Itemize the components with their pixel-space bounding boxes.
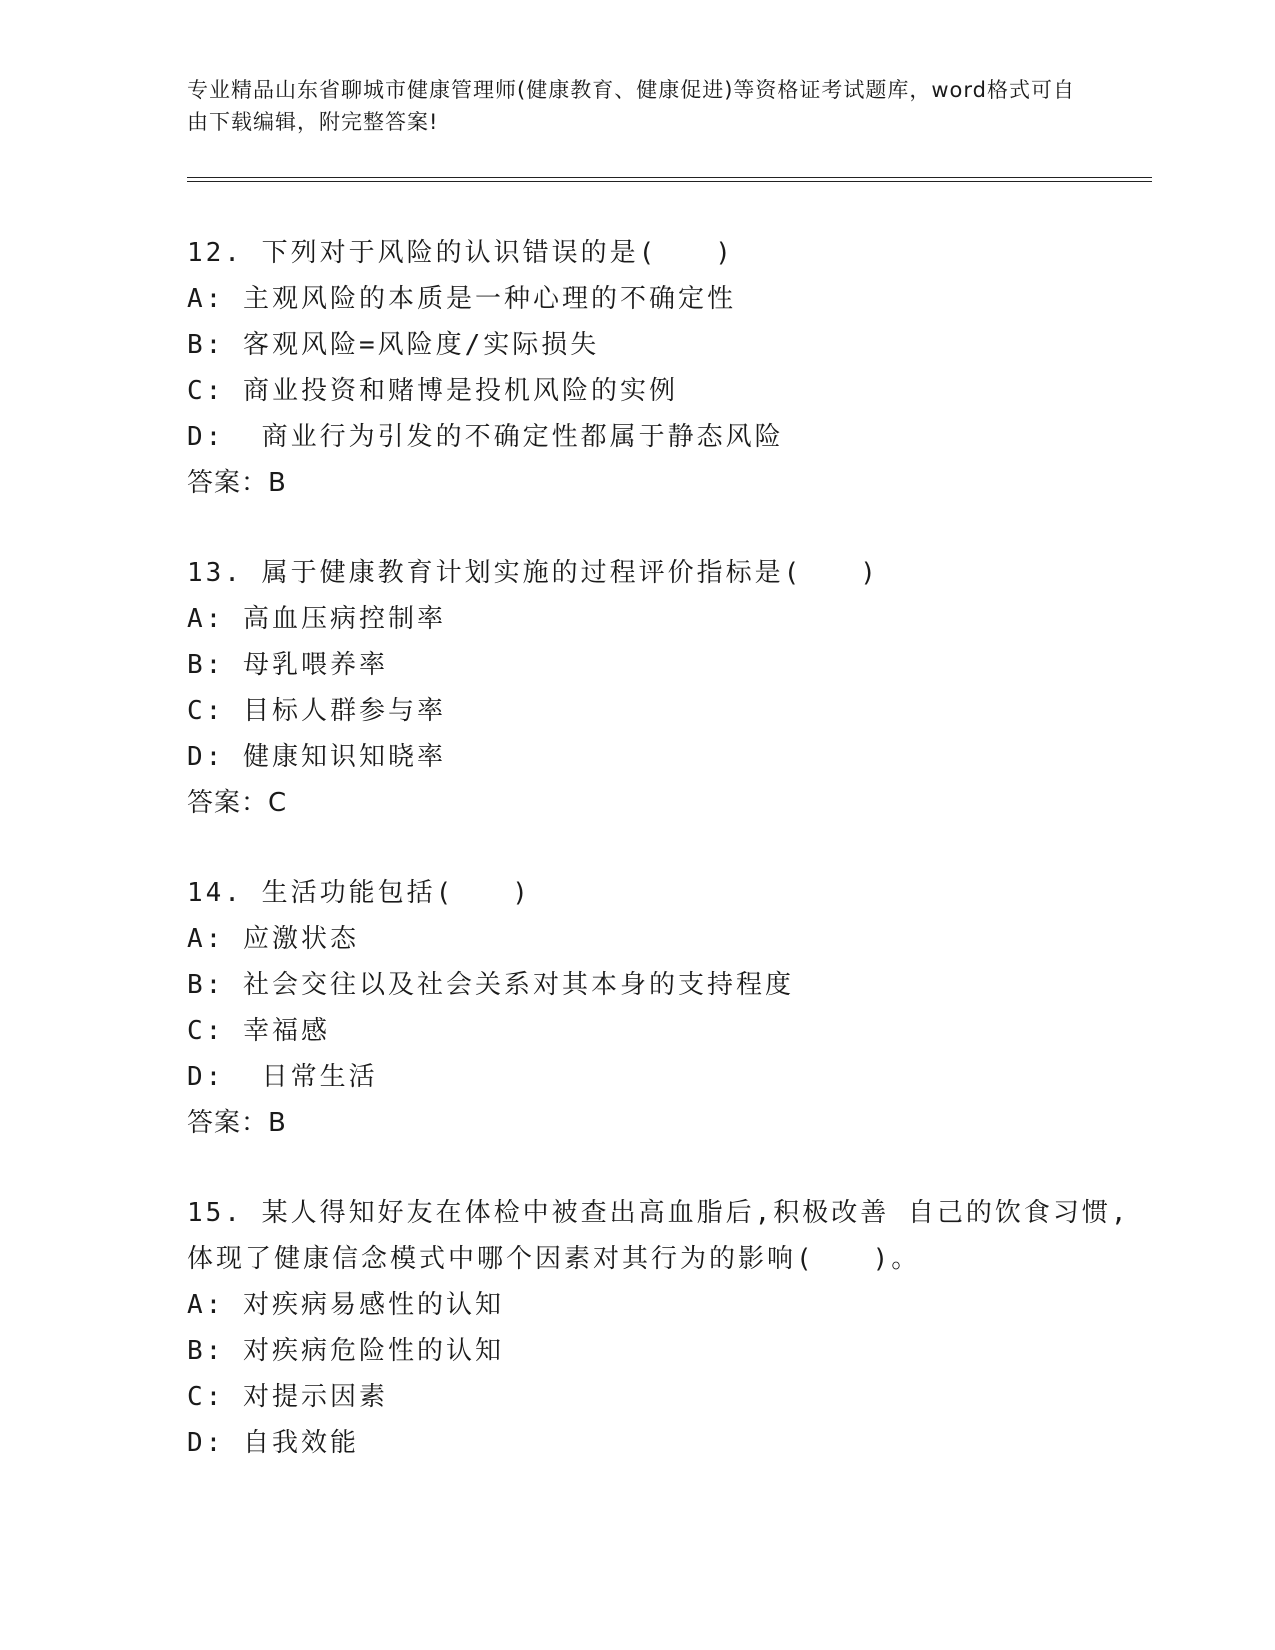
option-c: C: 对提示因素 — [187, 1382, 388, 1412]
option-d: D: 自我效能 — [187, 1428, 359, 1458]
option-c: C: 幸福感 — [187, 1016, 330, 1046]
question-15 — [187, 1190, 1152, 1466]
question-stem: 12. 下列对于风险的认识错误的是( ) — [187, 238, 734, 268]
option-d: D: 日常生活 — [187, 1062, 378, 1092]
option-d: D: 商业行为引发的不确定性都属于静态风险 — [187, 422, 784, 452]
option-a: A: 主观风险的本质是一种心理的不确定性 — [187, 284, 736, 314]
question-stem: 15. 某人得知好友在体检中被查出高血脂后,积极改善 自己的饮食习惯,体现了健康信念模式中哪个因素对其行为的影响( )。 — [187, 1198, 1130, 1274]
question-13 — [187, 550, 1152, 826]
option-a: A: 应激状态 — [187, 924, 359, 954]
option-b: B: 母乳喂养率 — [187, 650, 388, 680]
answer-label: 答案：B — [187, 1108, 287, 1138]
question-stem: 14. 生活功能包括( ) — [187, 878, 531, 908]
option-c: C: 商业投资和赌博是投机风险的实例 — [187, 376, 678, 406]
option-a: A: 对疾病易感性的认知 — [187, 1290, 504, 1320]
option-b: B: 客观风险=风险度/实际损失 — [187, 330, 600, 360]
header-divider-bottom — [187, 181, 1152, 182]
answer-label: 答案：C — [187, 788, 288, 818]
question-stem: 13. 属于健康教育计划实施的过程评价指标是( ) — [187, 558, 879, 588]
option-b: B: 对疾病危险性的认知 — [187, 1336, 504, 1366]
question-12 — [187, 230, 1152, 506]
option-a: A: 高血压病控制率 — [187, 604, 446, 634]
option-b: B: 社会交往以及社会关系对其本身的支持程度 — [187, 970, 794, 1000]
question-14 — [187, 870, 1152, 1146]
answer-label: 答案：B — [187, 468, 287, 498]
header-divider-top — [187, 177, 1152, 178]
option-d: D: 健康知识知晓率 — [187, 742, 446, 772]
option-c: C: 目标人群参与率 — [187, 696, 446, 726]
question-list — [187, 230, 1152, 1510]
document-header: 专业精品山东省聊城市健康管理师(健康教育、健康促进)等资格证考试题库，word格式可自由下载编辑，附完整答案! — [187, 78, 1076, 134]
